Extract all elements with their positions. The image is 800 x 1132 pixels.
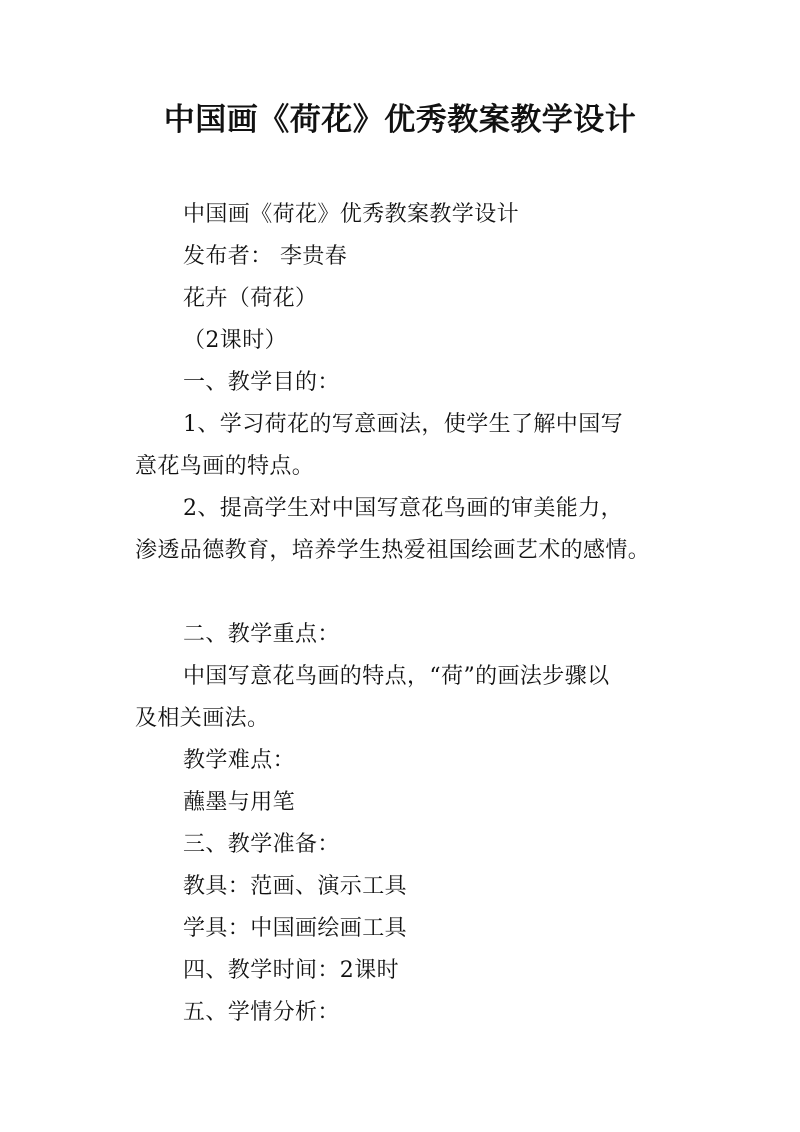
document-title: 中国画《荷花》优秀教案教学设计 bbox=[163, 102, 637, 138]
section-heading: 一、教学目的： bbox=[183, 370, 340, 395]
paragraph-line: 教具：范画、演示工具 bbox=[183, 874, 408, 899]
paragraph-line: 1、学习荷花的写意画法，使学生了解中国写 bbox=[183, 412, 623, 437]
section-heading: 二、教学重点： bbox=[183, 622, 340, 647]
paragraph-line: 中国写意花鸟画的特点，“荷”的画法步骤以 bbox=[183, 664, 610, 689]
subheading-line: 教学难点： bbox=[183, 748, 296, 773]
subtitle-line: 中国画《荷花》优秀教案教学设计 bbox=[183, 202, 520, 227]
paragraph-line: 学具：中国画绘画工具 bbox=[183, 916, 408, 941]
section-heading: 五、学情分析： bbox=[183, 1000, 340, 1025]
lesson-hours-line: （2课时） bbox=[183, 328, 287, 353]
paragraph-line: 及相关画法。 bbox=[135, 706, 270, 731]
category-line: 花卉（荷花） bbox=[183, 286, 318, 311]
section-heading: 四、教学时间：2课时 bbox=[183, 958, 399, 983]
paragraph-line: 蘸墨与用笔 bbox=[183, 790, 296, 815]
publisher-line: 发布者： 李贵春 bbox=[183, 244, 348, 269]
paragraph-line: 意花鸟画的特点。 bbox=[135, 454, 315, 479]
paragraph-line: 渗透品德教育，培养学生热爱祖国绘画艺术的感情。 bbox=[135, 538, 651, 563]
paragraph-line: 2、提高学生对中国写意花鸟画的审美能力， bbox=[183, 496, 623, 521]
section-heading: 三、教学准备： bbox=[183, 832, 340, 857]
